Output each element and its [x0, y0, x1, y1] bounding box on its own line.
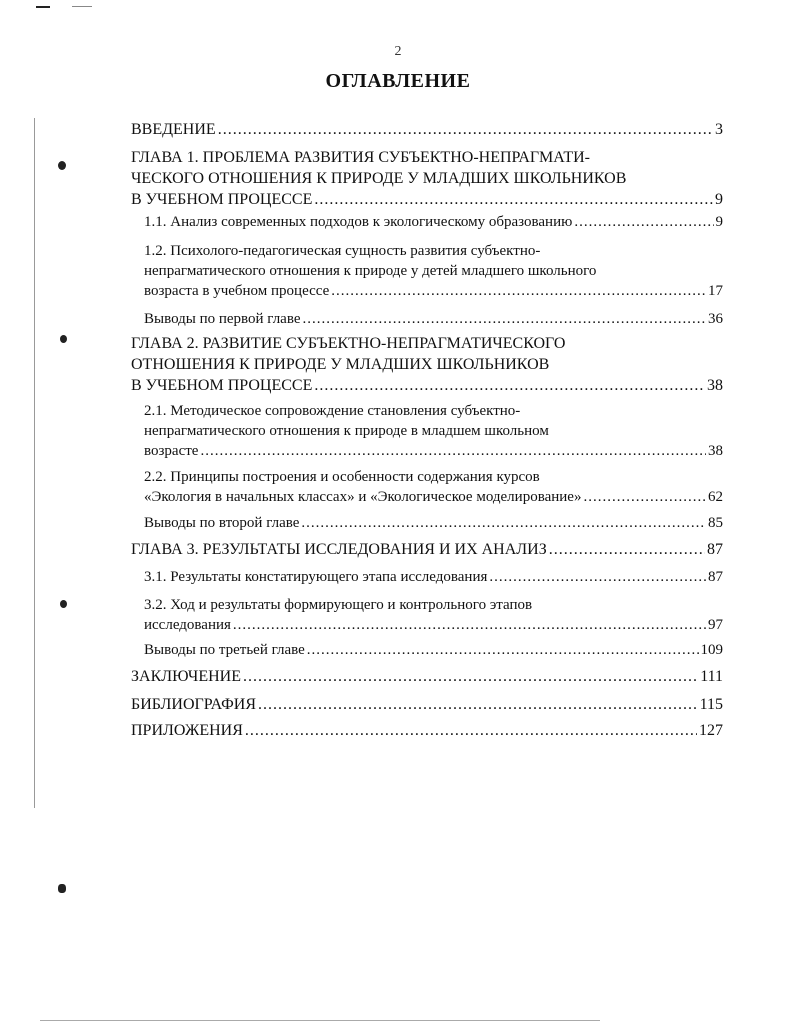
toc-entry-line: 3.2. Ход и результаты формирующего и контрольного этапов: [144, 597, 533, 613]
toc-entry-text: ВВЕДЕНИЕ: [131, 121, 216, 138]
toc-entry-last-line: [144, 309, 723, 329]
scan-bottom-line: [40, 1020, 600, 1021]
toc-entry-last-line: [131, 119, 723, 140]
toc-entry-line: непрагматического отношения к природе у детей младшего школьного: [144, 263, 597, 279]
toc-entry-line: ГЛАВА 1. ПРОБЛЕМА РАЗВИТИЯ СУБЪЕКТНО-НЕПРАГМАТИ-: [131, 149, 590, 166]
toc-entry-text: 3.1. Результаты констатирующего этапа исследования: [144, 569, 488, 585]
toc-entry-section-3-2[interactable]: [144, 595, 723, 635]
toc-entry-text: ПРИЛОЖЕНИЯ: [131, 722, 243, 739]
toc-entry-line: 1.2. Психолого-педагогическая сущность развития субъектно-: [144, 243, 541, 259]
punch-hole-mark-2: [60, 335, 67, 343]
toc-entry-section-2-1[interactable]: [144, 401, 723, 461]
toc-page-number: 85: [708, 515, 723, 531]
toc-entry-text: ЗАКЛЮЧЕНИЕ: [131, 668, 241, 685]
toc-page-number: 9: [715, 214, 723, 230]
toc-page-number: 97: [708, 617, 723, 633]
toc-page-number: 17: [708, 283, 723, 299]
punch-hole-mark-1: [58, 161, 66, 170]
toc-entry-text: ГЛАВА 3. РЕЗУЛЬТАТЫ ИССЛЕДОВАНИЯ И ИХ АНАЛИЗ: [131, 541, 547, 558]
toc-entry-line: ОТНОШЕНИЯ К ПРИРОДЕ У МЛАДШИХ ШКОЛЬНИКОВ: [131, 356, 550, 373]
dot-leader: [233, 615, 706, 635]
toc-entry-chapter-3[interactable]: [131, 539, 723, 560]
toc-entry-last-line: [144, 212, 723, 232]
toc-entry-last-line: [131, 694, 723, 715]
toc-entry-last-line: [131, 666, 723, 687]
toc-page-number: 87: [707, 541, 723, 558]
toc-entry-text: возраста в учебном процессе: [144, 283, 330, 299]
dot-leader: [301, 513, 706, 533]
punch-hole-mark-4: [58, 884, 66, 893]
toc-entry-last-line: [131, 720, 723, 741]
toc-entry-chapter-2[interactable]: [131, 333, 723, 396]
toc-entry-text: «Экология в начальных классах» и «Экологическое моделирование»: [144, 489, 582, 505]
toc-entry-section-3-1[interactable]: [144, 567, 723, 587]
dot-leader: [489, 567, 706, 587]
scan-mark-top-left: [36, 6, 50, 8]
toc-entry-text: Выводы по третьей главе: [144, 642, 305, 658]
page-number: 2: [394, 44, 402, 59]
toc-page-number: 127: [699, 722, 723, 739]
dot-leader: [307, 640, 699, 660]
toc-entry-line: 2.2. Принципы построения и особенности содержания курсов: [144, 469, 540, 485]
toc-page-number: 3: [715, 121, 723, 138]
toc-entry-conclusions-chapter-2[interactable]: [144, 513, 723, 533]
dot-leader: [314, 375, 705, 396]
toc-entry-section-1-1[interactable]: [144, 212, 723, 232]
toc-entry-last-line: [131, 375, 723, 396]
toc-entry-conclusion[interactable]: [131, 666, 723, 687]
toc-entry-last-line: [144, 513, 723, 533]
toc-entry-conclusions-chapter-3[interactable]: [144, 640, 723, 660]
toc-entry-text: возрасте: [144, 443, 199, 459]
toc-page-number: 38: [707, 377, 723, 394]
toc-entry-text: В УЧЕБНОМ ПРОЦЕССЕ: [131, 377, 313, 394]
toc-entry-introduction[interactable]: [131, 119, 723, 140]
toc-entry-last-line: [144, 567, 723, 587]
toc-entry-text: исследования: [144, 617, 231, 633]
toc-entry-section-2-2[interactable]: [144, 467, 723, 507]
toc-page-number: 9: [715, 191, 723, 208]
toc-entry-text: Выводы по второй главе: [144, 515, 300, 531]
toc-entry-last-line: [131, 539, 723, 560]
toc-entry-text: Выводы по первой главе: [144, 311, 301, 327]
punch-hole-mark-3: [60, 600, 67, 608]
toc-entry-last-line: [144, 640, 723, 660]
scan-margin-line: [34, 118, 35, 808]
toc-entry-last-line: [144, 281, 723, 301]
dot-leader: [549, 539, 705, 560]
toc-entry-text: 1.1. Анализ современных подходов к экологическому образованию: [144, 214, 573, 230]
toc-entry-last-line: [144, 441, 723, 461]
toc-entry-conclusions-chapter-1[interactable]: [144, 309, 723, 329]
toc-entry-appendices[interactable]: [131, 720, 723, 741]
page-title: ОГЛАВЛЕНИЕ: [325, 70, 471, 92]
toc-entry-line: непрагматического отношения к природе в младшем школьном: [144, 423, 549, 439]
toc-entry-last-line: [144, 615, 723, 635]
scan-mark-top-dash: [72, 6, 92, 7]
dot-leader: [314, 189, 713, 210]
toc-page-number: 36: [708, 311, 723, 327]
dot-leader: [258, 694, 698, 715]
dot-leader: [583, 487, 706, 507]
toc-entry-line: 2.1. Методическое сопровождение становления субъектно-: [144, 403, 521, 419]
toc-entry-last-line: [144, 487, 723, 507]
toc-entry-text: БИБЛИОГРАФИЯ: [131, 696, 257, 713]
toc-page-number: 38: [708, 443, 723, 459]
toc-page-number: 111: [700, 668, 723, 685]
dot-leader: [303, 309, 707, 329]
toc-page-number: 87: [708, 569, 723, 585]
dot-leader: [245, 720, 697, 741]
toc-entry-section-1-2[interactable]: [144, 241, 723, 301]
toc-page-number: 62: [708, 489, 723, 505]
toc-entry-chapter-1[interactable]: [131, 147, 723, 210]
toc-page-number: 115: [699, 696, 723, 713]
toc-entry-line: ГЛАВА 2. РАЗВИТИЕ СУБЪЕКТНО-НЕПРАГМАТИЧЕСКОГО: [131, 335, 566, 352]
dot-leader: [218, 119, 713, 140]
toc-entry-last-line: [131, 189, 723, 210]
dot-leader: [574, 212, 713, 232]
toc-entry-text: В УЧЕБНОМ ПРОЦЕССЕ: [131, 191, 313, 208]
toc-page-number: 109: [700, 642, 723, 658]
dot-leader: [243, 666, 698, 687]
dot-leader: [331, 281, 706, 301]
toc-entry-line: ЧЕСКОГО ОТНОШЕНИЯ К ПРИРОДЕ У МЛАДШИХ ШКОЛЬНИКОВ: [131, 170, 627, 187]
dot-leader: [200, 441, 706, 461]
toc-entry-bibliography[interactable]: [131, 694, 723, 715]
